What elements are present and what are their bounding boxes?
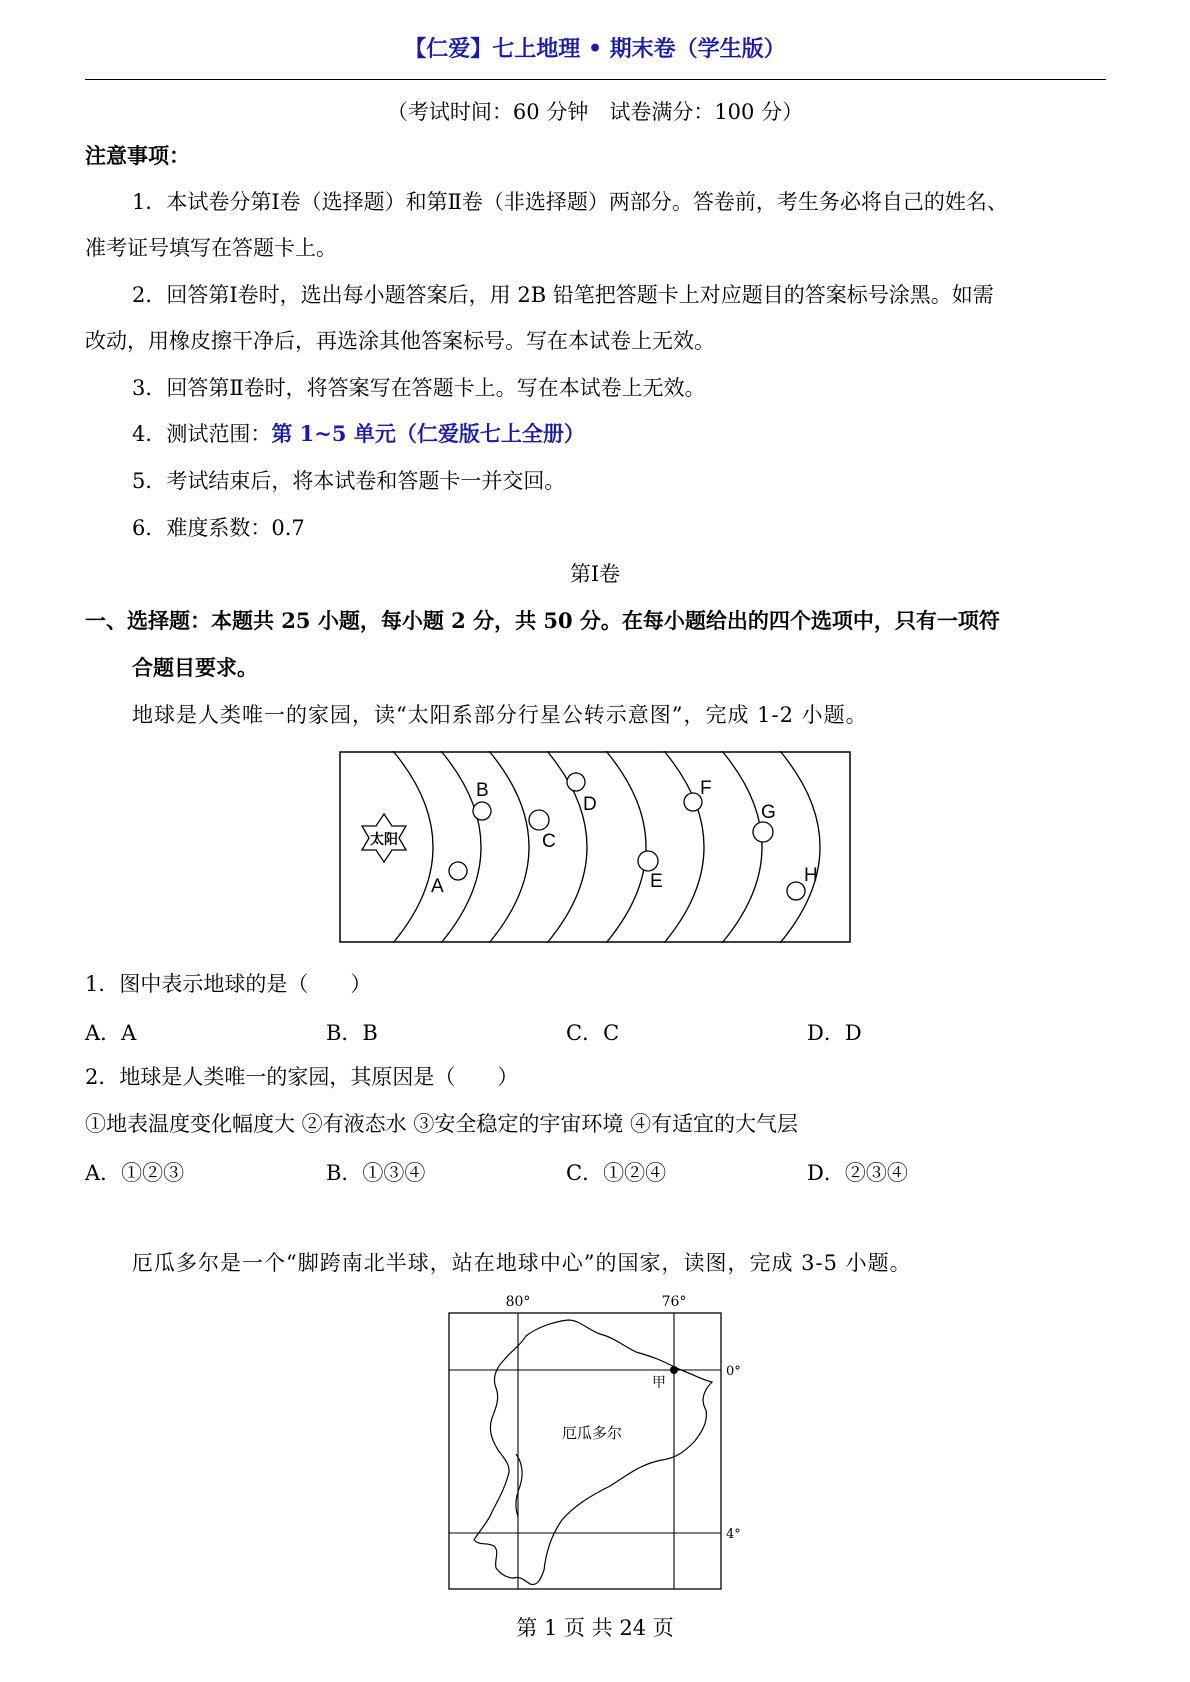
section-heading-line-2: 合题目要求。 bbox=[132, 655, 258, 680]
ecuador-map bbox=[440, 1290, 760, 1596]
note-1-line-1: 1．本试卷分第Ⅰ卷（选择题）和第Ⅱ卷（非选择题）两部分。答卷前，考生务必将自己的姓名、 bbox=[132, 190, 1008, 214]
planet-c bbox=[529, 810, 549, 830]
page-number: 第 1 页 共 24 页 bbox=[516, 1616, 674, 1640]
planet-h bbox=[787, 882, 805, 900]
question-1-stem: 1．图中表示地球的是（ ） bbox=[85, 972, 372, 996]
document-title: 【仁爱】七上地理 • 期末卷（学生版） bbox=[404, 36, 786, 62]
test-range: 第 1~5 单元（仁爱版七上全册） bbox=[271, 421, 585, 446]
planet-label-a: A bbox=[431, 876, 444, 897]
section-heading-line-1: 一、选择题：本题共 25 小题，每小题 2 分，共 50 分。在每小题给出的四个选项中，只有一项符 bbox=[85, 608, 1000, 633]
note-3: 3．回答第Ⅱ卷时，将答案写在答题卡上。写在本试卷上无效。 bbox=[132, 376, 706, 400]
q1-option-c[interactable]: C．C bbox=[566, 1021, 620, 1045]
exam-info: （考试时间：60 分钟 试卷满分：100 分） bbox=[386, 100, 804, 124]
planet-label-f: F bbox=[700, 778, 712, 799]
planet-label-d: D bbox=[583, 794, 597, 815]
latitude-label-4: 4° bbox=[726, 1527, 741, 1542]
note-1-line-2: 准考证号填写在答题卡上。 bbox=[85, 236, 337, 260]
question-2-stem: 2．地球是人类唯一的家园，其原因是（ ） bbox=[85, 1065, 519, 1089]
longitude-label-80: 80° bbox=[505, 1294, 531, 1310]
q1-option-b[interactable]: B．B bbox=[326, 1021, 378, 1045]
planet-g bbox=[753, 822, 773, 842]
point-jia bbox=[670, 1366, 678, 1374]
q2-option-a[interactable]: A．①②③ bbox=[85, 1161, 185, 1185]
note-2-line-1: 2．回答第Ⅰ卷时，选出每小题答案后，用 2B 铅笔把答题卡上对应题目的答案标号涂黑。如需 bbox=[132, 283, 994, 307]
volume-title: 第Ⅰ卷 bbox=[569, 562, 621, 586]
latitude-label-0: 0° bbox=[726, 1364, 741, 1379]
planet-label-g: G bbox=[761, 802, 776, 823]
map-frame bbox=[449, 1313, 721, 1589]
longitude-label-76: 76° bbox=[661, 1294, 687, 1310]
sun-label: 太阳 bbox=[370, 832, 398, 848]
planet-b bbox=[473, 802, 491, 820]
planet-e bbox=[638, 851, 658, 871]
note-6: 6．难度系数：0.7 bbox=[132, 516, 305, 540]
planet-label-e: E bbox=[650, 871, 663, 892]
group-2-intro: 厄瓜多尔是一个“脚跨南北半球，站在地球中心”的国家，读图，完成 3-5 小题。 bbox=[132, 1251, 912, 1275]
q1-option-a[interactable]: A．A bbox=[85, 1021, 137, 1045]
planet-label-b: B bbox=[476, 780, 489, 801]
question-2-statements: ①地表温度变化幅度大 ②有液态水 ③安全稳定的宇宙环境 ④有适宜的大气层 bbox=[85, 1112, 799, 1136]
notes-heading: 注意事项： bbox=[85, 143, 190, 168]
note-5: 5．考试结束后，将本试卷和答题卡一并交回。 bbox=[132, 469, 566, 493]
q2-option-d[interactable]: D．②③④ bbox=[807, 1161, 908, 1185]
diagram-frame bbox=[340, 752, 850, 942]
q2-option-c[interactable]: C．①②④ bbox=[566, 1161, 667, 1185]
planet-a bbox=[449, 862, 467, 880]
q1-option-d[interactable]: D．D bbox=[807, 1021, 862, 1045]
planet-label-h: H bbox=[804, 865, 818, 886]
point-jia-label: 甲 bbox=[652, 1375, 666, 1391]
note-4 bbox=[132, 420, 585, 448]
note-2-line-2: 改动，用橡皮擦干净后，再选涂其他答案标号。写在本试卷上无效。 bbox=[85, 329, 715, 353]
country-label: 厄瓜多尔 bbox=[561, 1424, 623, 1442]
planet-label-c: C bbox=[542, 831, 556, 852]
header-divider bbox=[85, 79, 1106, 80]
group-1-intro: 地球是人类唯一的家园，读“太阳系部分行星公转示意图”，完成 1-2 小题。 bbox=[132, 703, 868, 727]
solar-system-orbit-diagram bbox=[339, 751, 851, 943]
q2-option-b[interactable]: B．①③④ bbox=[326, 1161, 426, 1185]
note-4-label: 4．测试范围： bbox=[132, 422, 272, 446]
planet-d bbox=[567, 773, 585, 791]
